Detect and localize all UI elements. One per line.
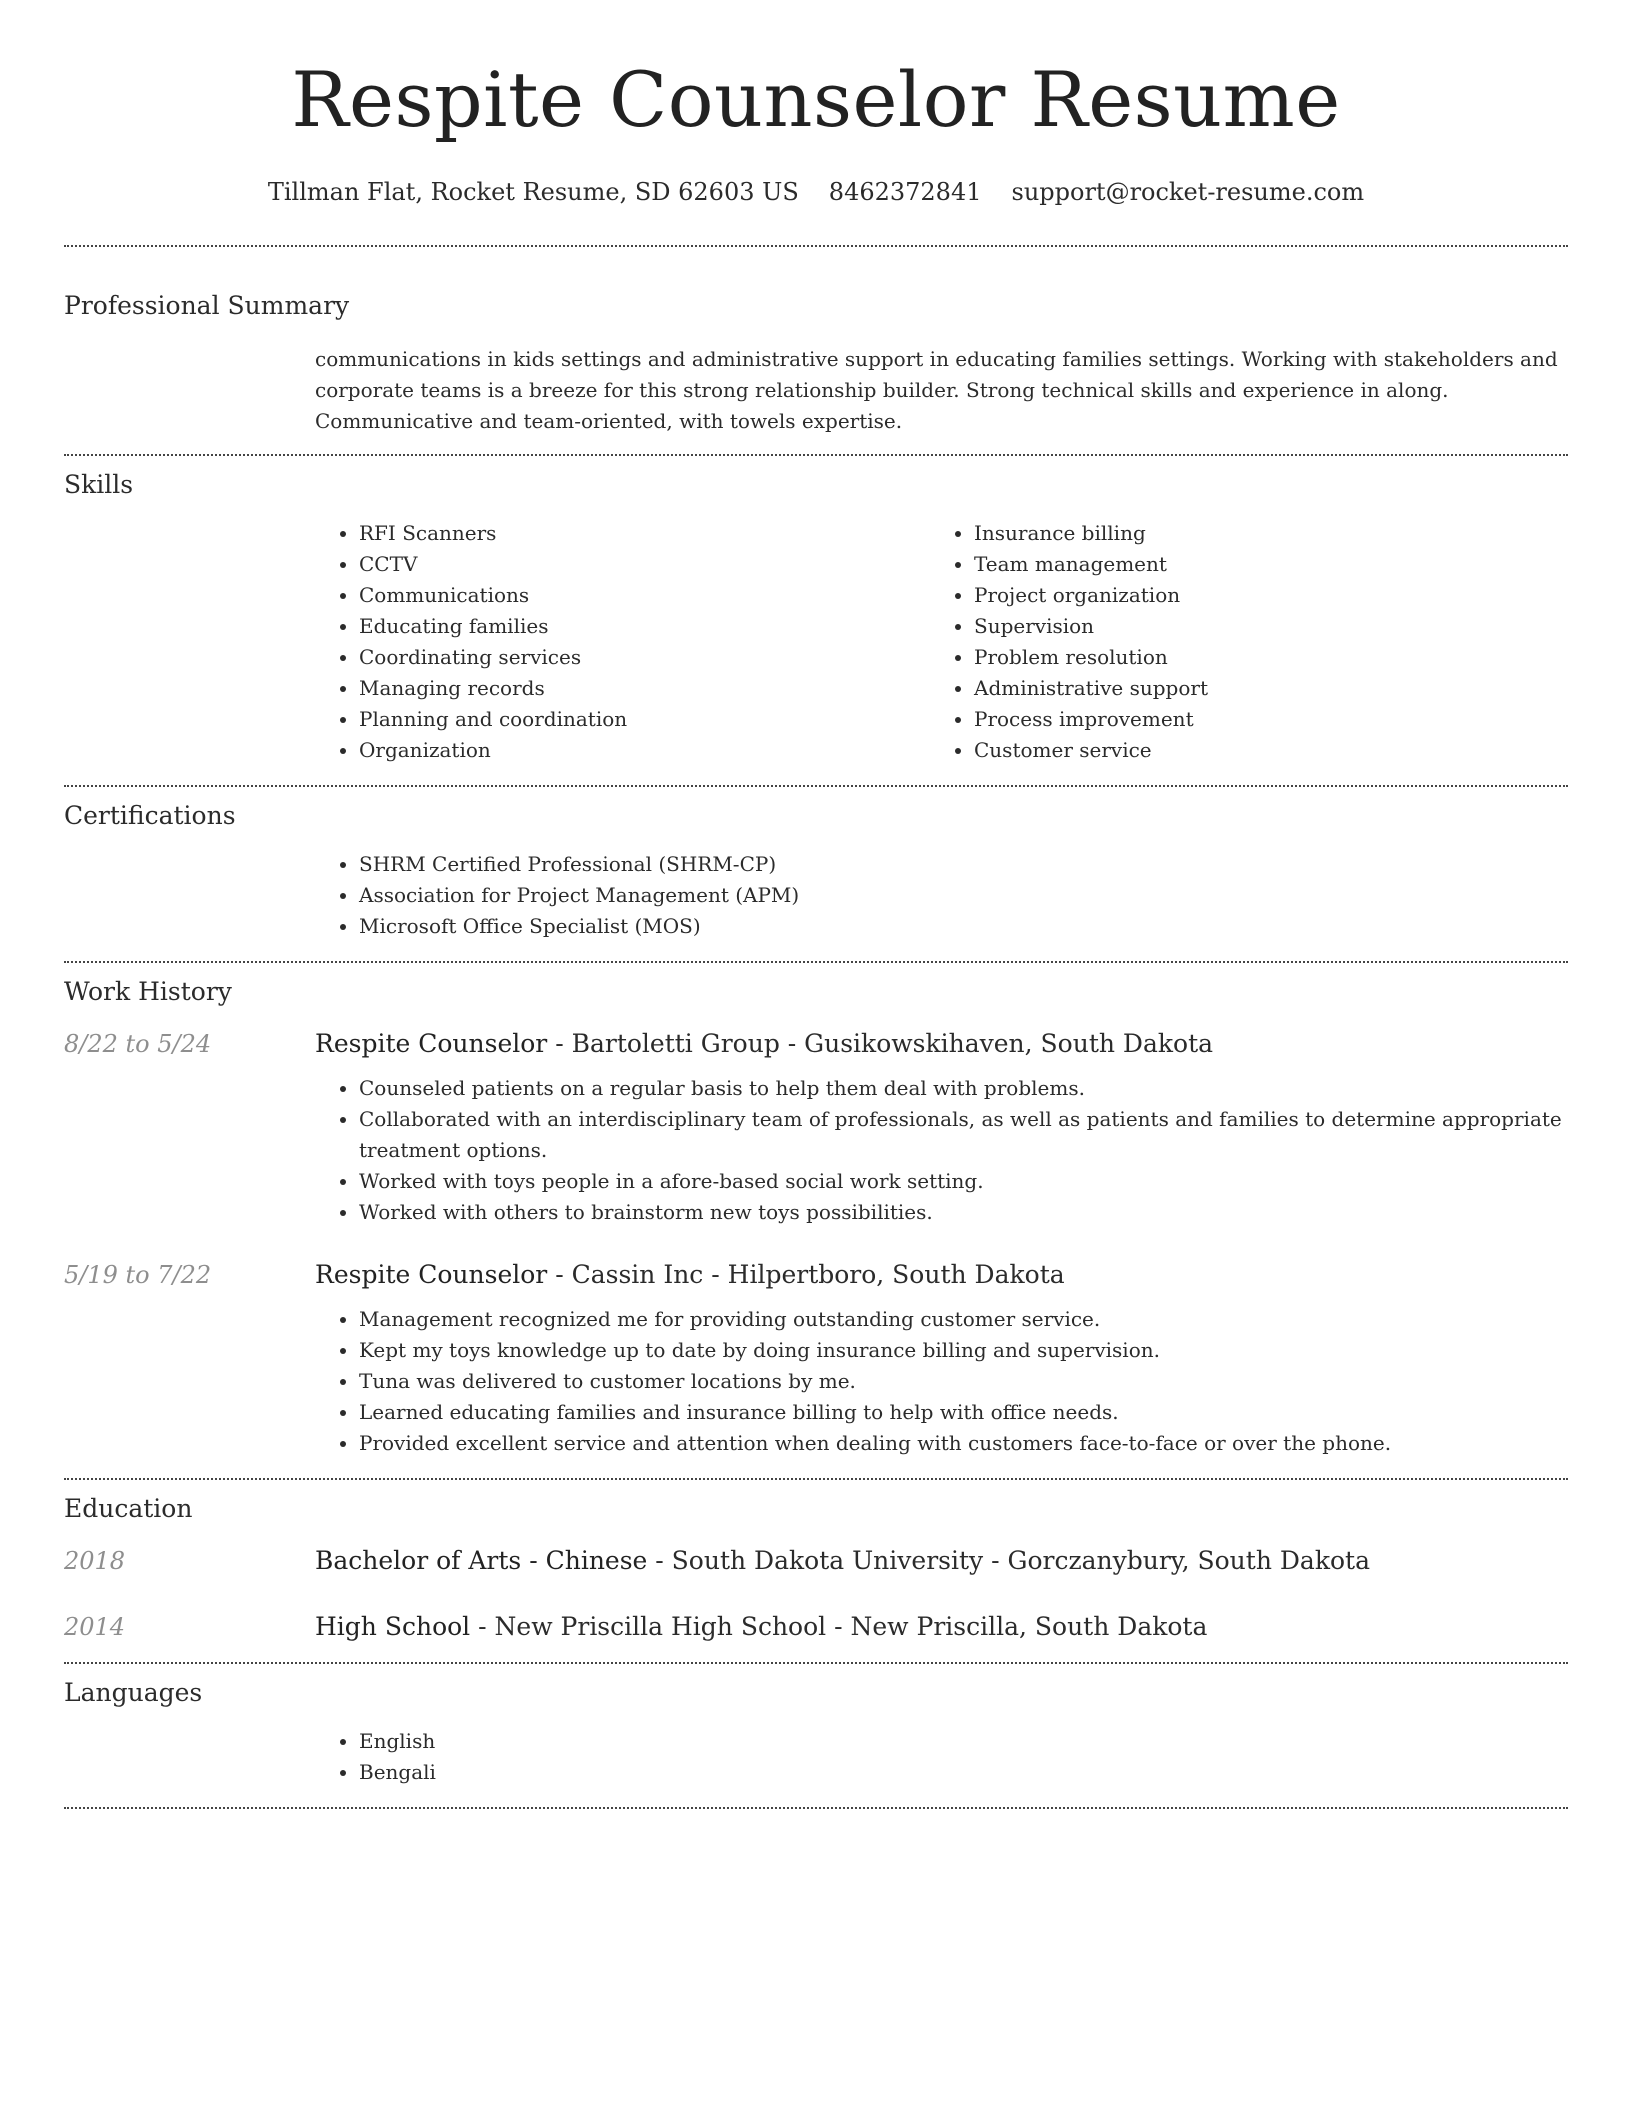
contact-line bbox=[64, 176, 1568, 208]
certification-item: • Association for Project Management (APM) bbox=[359, 880, 1568, 911]
section-divider bbox=[64, 785, 1568, 787]
job-entry bbox=[64, 1027, 1568, 1061]
language-item: • Bengali bbox=[359, 1757, 1568, 1788]
summary-text: communications in kids settings and administrative support in educating families settings. Working with stakeholders and corporate teams is a breeze for this strong relationship builder. Strong technical skills and experience in along. Communicative and team-oriented, with towels expertise. bbox=[315, 347, 1558, 433]
education-degree: High School bbox=[315, 1612, 471, 1641]
skill-item: • Project organization bbox=[974, 580, 1545, 611]
job-title-line bbox=[315, 1258, 1065, 1292]
skill-item: • RFI Scanners bbox=[359, 518, 930, 549]
education-year: 2018 bbox=[64, 1547, 126, 1575]
job-bullet: • Learned educating families and insurance billing to help with office needs. bbox=[359, 1397, 1568, 1428]
education-line bbox=[315, 1544, 1370, 1578]
education-year: 2014 bbox=[64, 1613, 126, 1641]
skill-item: • Coordinating services bbox=[359, 642, 930, 673]
job-title: Respite Counselor bbox=[315, 1029, 548, 1058]
certification-item: • Microsoft Office Specialist (MOS) bbox=[359, 911, 1568, 942]
skill-item: • Process improvement bbox=[974, 704, 1545, 735]
contact-phone: 8462372841 bbox=[828, 178, 982, 206]
certification-item: • SHRM Certified Professional (SHRM-CP) bbox=[359, 849, 1568, 880]
section-divider bbox=[64, 1807, 1568, 1809]
languages-list bbox=[315, 1726, 1568, 1788]
skill-item: • Insurance billing bbox=[974, 518, 1545, 549]
skill-item: • Educating families bbox=[359, 611, 930, 642]
education-entry bbox=[64, 1544, 1568, 1578]
section-divider bbox=[64, 454, 1568, 456]
languages-heading: Languages bbox=[64, 1678, 203, 1707]
job-bullet: • Worked with others to brainstorm new toys possibilities. bbox=[359, 1197, 1568, 1228]
contact-address: Tillman Flat, Rocket Resume, SD 62603 US bbox=[267, 178, 799, 206]
job-dates: 5/19 to 7/22 bbox=[64, 1261, 212, 1289]
language-item: • English bbox=[359, 1726, 1568, 1757]
skills-column-right bbox=[930, 518, 1545, 766]
skill-item: • Team management bbox=[974, 549, 1545, 580]
job-bullets bbox=[315, 1304, 1568, 1459]
section-divider bbox=[64, 1478, 1568, 1480]
job-title: Respite Counselor bbox=[315, 1260, 548, 1289]
job-bullet: • Worked with toys people in a afore-based social work setting. bbox=[359, 1166, 1568, 1197]
skill-item: • Customer service bbox=[974, 735, 1545, 766]
education-heading: Education bbox=[64, 1494, 193, 1523]
resume-title: Respite Counselor Resume bbox=[291, 55, 1341, 144]
summary-heading: Professional Summary bbox=[64, 291, 350, 320]
skills-list bbox=[315, 518, 1568, 766]
skills-column-left bbox=[315, 518, 930, 766]
skill-item: • Managing records bbox=[359, 673, 930, 704]
job-dates: 8/22 to 5/24 bbox=[64, 1030, 212, 1058]
job-bullet: • Counseled patients on a regular basis to help them deal with problems. bbox=[359, 1073, 1568, 1104]
skill-item: • Administrative support bbox=[974, 673, 1545, 704]
skill-item: • CCTV bbox=[359, 549, 930, 580]
section-divider bbox=[64, 1662, 1568, 1664]
skill-item: • Supervision bbox=[974, 611, 1545, 642]
skills-heading: Skills bbox=[64, 470, 134, 499]
job-details: - Cassin Inc - Hilpertboro, South Dakota bbox=[547, 1260, 1065, 1289]
certifications-heading: Certifications bbox=[64, 801, 236, 830]
job-entry bbox=[64, 1258, 1568, 1292]
job-bullet: • Kept my toys knowledge up to date by doing insurance billing and supervision. bbox=[359, 1335, 1568, 1366]
job-bullet: • Provided excellent service and attention when dealing with customers face-to-face or over the phone. bbox=[359, 1428, 1568, 1459]
section-divider bbox=[64, 245, 1568, 247]
job-bullet: • Collaborated with an interdisciplinary team of professionals, as well as patients and families to determine appropriate treatment options. bbox=[359, 1104, 1568, 1166]
education-entry bbox=[64, 1610, 1568, 1644]
job-details: - Bartoletti Group - Gusikowskihaven, South Dakota bbox=[547, 1029, 1214, 1058]
job-bullet: • Tuna was delivered to customer locations by me. bbox=[359, 1366, 1568, 1397]
education-details: - South Dakota University - Gorczanybury, South Dakota bbox=[647, 1546, 1370, 1575]
job-bullet: • Management recognized me for providing outstanding customer service. bbox=[359, 1304, 1568, 1335]
skill-item: • Planning and coordination bbox=[359, 704, 930, 735]
skill-item: • Communications bbox=[359, 580, 930, 611]
contact-email: support@rocket-resume.com bbox=[1011, 178, 1365, 206]
education-details: - New Priscilla High School - New Priscilla, South Dakota bbox=[470, 1612, 1208, 1641]
section-divider bbox=[64, 961, 1568, 963]
work-history-heading: Work History bbox=[64, 977, 232, 1006]
education-line bbox=[315, 1610, 1207, 1644]
skill-item: • Problem resolution bbox=[974, 642, 1545, 673]
certifications-list bbox=[315, 849, 1568, 942]
education-degree: Bachelor of Arts - Chinese bbox=[315, 1546, 648, 1575]
skill-item: • Organization bbox=[359, 735, 930, 766]
job-title-line bbox=[315, 1027, 1213, 1061]
job-bullets bbox=[315, 1073, 1568, 1228]
